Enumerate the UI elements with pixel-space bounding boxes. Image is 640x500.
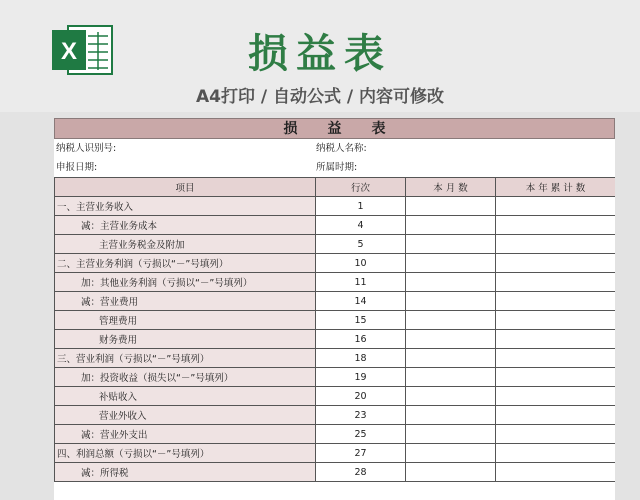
row-month-cell[interactable] [406, 292, 496, 311]
row-ytd-cell[interactable] [496, 368, 616, 387]
row-line-cell[interactable]: 4 [316, 216, 406, 235]
row-line-cell[interactable]: 20 [316, 387, 406, 406]
row-item-cell[interactable]: 减：营业费用 [55, 292, 316, 311]
row-line-cell[interactable]: 10 [316, 254, 406, 273]
table-row [55, 349, 616, 368]
row-ytd-cell[interactable] [496, 406, 616, 425]
row-item-cell[interactable]: 财务费用 [55, 330, 316, 349]
row-line-cell[interactable]: 5 [316, 235, 406, 254]
row-line-cell[interactable]: 15 [316, 311, 406, 330]
row-line-cell[interactable]: 1 [316, 197, 406, 216]
row-month-cell[interactable] [406, 387, 496, 406]
row-month-cell[interactable] [406, 197, 496, 216]
row-line-cell[interactable]: 18 [316, 349, 406, 368]
table-row [55, 330, 616, 349]
row-month-cell[interactable] [406, 406, 496, 425]
table-row [55, 463, 616, 482]
sheet-heading: 损益表 [54, 118, 615, 139]
row-item-cell[interactable]: 减：营业外支出 [55, 425, 316, 444]
row-item-cell[interactable]: 加：投资收益（损失以“－”号填列） [55, 368, 316, 387]
row-month-cell[interactable] [406, 444, 496, 463]
table-row [55, 425, 616, 444]
row-item-cell[interactable]: 二、主营业务利润（亏损以“－”号填列） [55, 254, 316, 273]
row-line-cell[interactable]: 19 [316, 368, 406, 387]
row-month-cell[interactable] [406, 330, 496, 349]
row-item-cell[interactable]: 四、利润总额（亏损以“－”号填列） [55, 444, 316, 463]
row-month-cell[interactable] [406, 235, 496, 254]
row-item-cell[interactable]: 加：其他业务利润（亏损以“－”号填列） [55, 273, 316, 292]
row-ytd-cell[interactable] [496, 311, 616, 330]
info-row-1 [54, 139, 615, 158]
row-item-cell[interactable]: 补贴收入 [55, 387, 316, 406]
table-row [55, 273, 616, 292]
row-ytd-cell[interactable] [496, 330, 616, 349]
row-month-cell[interactable] [406, 311, 496, 330]
table-row [55, 216, 616, 235]
row-line-cell[interactable]: 23 [316, 406, 406, 425]
row-item-cell[interactable]: 三、营业利润（亏损以“－”号填列） [55, 349, 316, 368]
table-row [55, 197, 616, 216]
row-month-cell[interactable] [406, 216, 496, 235]
table-row [55, 235, 616, 254]
taxpayer-name-label: 纳税人名称: [316, 143, 367, 154]
row-ytd-cell[interactable] [496, 387, 616, 406]
spreadsheet [54, 118, 615, 500]
row-month-cell[interactable] [406, 463, 496, 482]
row-line-cell[interactable]: 14 [316, 292, 406, 311]
col-header-ytd: 本 年 累 计 数 [496, 178, 616, 197]
row-month-cell[interactable] [406, 368, 496, 387]
col-header-line: 行次 [316, 178, 406, 197]
row-item-cell[interactable]: 一、主营业务收入 [55, 197, 316, 216]
table-row [55, 406, 616, 425]
banner [0, 0, 640, 112]
row-ytd-cell[interactable] [496, 235, 616, 254]
row-ytd-cell[interactable] [496, 292, 616, 311]
row-month-cell[interactable] [406, 425, 496, 444]
row-item-cell[interactable]: 减：主营业务成本 [55, 216, 316, 235]
table-row [55, 254, 616, 273]
table-row [55, 444, 616, 463]
row-ytd-cell[interactable] [496, 463, 616, 482]
row-line-cell[interactable]: 11 [316, 273, 406, 292]
period-label: 所属时期: [316, 162, 358, 173]
row-line-cell[interactable]: 16 [316, 330, 406, 349]
row-ytd-cell[interactable] [496, 254, 616, 273]
row-line-cell[interactable]: 27 [316, 444, 406, 463]
income-table [54, 177, 615, 482]
svg-text:X: X [60, 38, 78, 65]
row-item-cell[interactable]: 管理费用 [55, 311, 316, 330]
row-ytd-cell[interactable] [496, 425, 616, 444]
page-title: 损益表 [248, 31, 392, 77]
table-row [55, 368, 616, 387]
row-item-cell[interactable]: 主营业务税金及附加 [55, 235, 316, 254]
table-row [55, 311, 616, 330]
row-line-cell[interactable]: 25 [316, 425, 406, 444]
row-month-cell[interactable] [406, 349, 496, 368]
table-row [55, 292, 616, 311]
row-month-cell[interactable] [406, 254, 496, 273]
row-line-cell[interactable]: 28 [316, 463, 406, 482]
row-ytd-cell[interactable] [496, 197, 616, 216]
row-ytd-cell[interactable] [496, 444, 616, 463]
col-header-item: 项目 [55, 178, 316, 197]
row-ytd-cell[interactable] [496, 273, 616, 292]
row-month-cell[interactable] [406, 273, 496, 292]
row-item-cell[interactable]: 营业外收入 [55, 406, 316, 425]
table-header-row [55, 178, 616, 197]
taxpayer-id-label: 纳税人识别号: [56, 143, 117, 154]
row-item-cell[interactable]: 减：所得税 [55, 463, 316, 482]
report-date-label: 申报日期: [56, 162, 98, 173]
row-ytd-cell[interactable] [496, 349, 616, 368]
row-ytd-cell[interactable] [496, 216, 616, 235]
table-row [55, 387, 616, 406]
col-header-month: 本 月 数 [406, 178, 496, 197]
page-subtitle: A4打印 / 自动公式 / 内容可修改 [195, 87, 445, 107]
info-row-2 [54, 158, 615, 177]
